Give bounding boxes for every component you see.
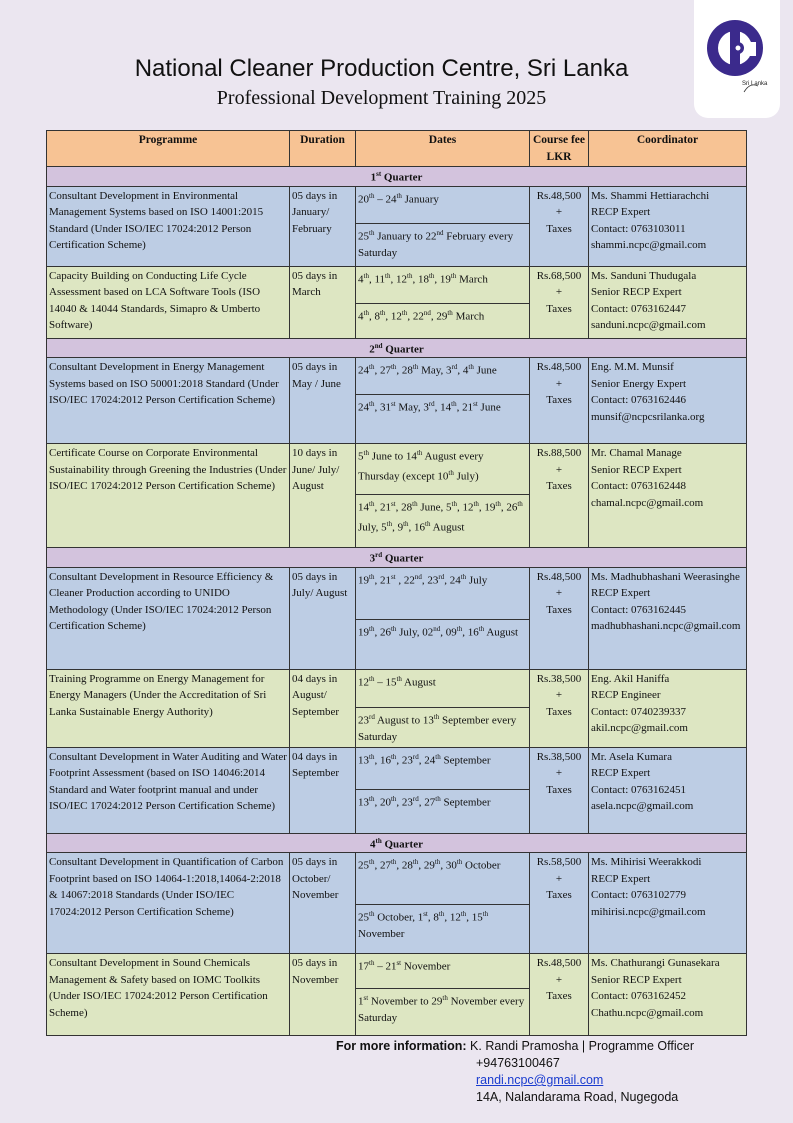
fee-plus: + <box>555 206 563 219</box>
coordinator-email[interactable]: sanduni.ncpc@gmail.com <box>591 319 706 332</box>
fee-cell <box>530 567 589 669</box>
fee-plus: + <box>555 767 563 780</box>
fee-taxes: Taxes <box>546 394 572 407</box>
coordinator-name: Mr. Chamal Manage <box>591 447 682 460</box>
dates-cell <box>356 747 530 833</box>
page-subtitle: Professional Development Training 2025 <box>216 87 547 109</box>
col-header-programme: Programme <box>47 131 290 167</box>
date-option-2: 25th October, 1st, 8th, 12th, 15th November <box>358 910 489 941</box>
training-table <box>46 130 747 1036</box>
coordinator-title: Senior Energy Expert <box>591 377 687 390</box>
date-option-2: 13th, 20th, 23rd, 27th September <box>358 794 491 809</box>
coordinator-title: Senior RECP Expert <box>591 463 682 476</box>
quarter-row <box>47 833 747 853</box>
duration-cell: 05 days in July/ August <box>290 567 356 669</box>
fee-plus: + <box>555 872 563 885</box>
programme-cell: Consultant Development in Quantification of Carbon Footprint based on ISO 14064-1:2018,14064-2:2018 & 14067:2018 Standards (Under ISO/IEC 17024:2012 Person Certification Scheme) <box>47 853 290 954</box>
date-option-2: 25th January to 22nd February every Saturday <box>358 228 514 259</box>
fee-taxes: Taxes <box>546 480 572 493</box>
contact-phone: +94763100467 <box>476 1056 560 1070</box>
fee-amount: Rs.88,500 <box>536 447 582 460</box>
fee-amount: Rs.48,500 <box>536 361 582 374</box>
fee-amount: Rs.58,500 <box>536 856 582 869</box>
programme-cell: Certificate Course on Corporate Environmental Sustainability through Greening the Industries (Under ISO/IEC 17024:2012 Person Certification Scheme) <box>47 444 290 548</box>
duration-cell: 05 days in November <box>290 954 356 1036</box>
coordinator-title: RECP Expert <box>591 767 651 780</box>
date-option-1: 12th – 15th August <box>356 670 529 708</box>
fee-plus: + <box>555 973 563 986</box>
table-row <box>47 444 747 548</box>
coordinator-name: Mr. Asela Kumara <box>591 750 672 763</box>
col-header-coordinator: Coordinator <box>589 131 747 167</box>
quarter-label: 1st Quarter <box>47 167 747 187</box>
date-option-2: 24th, 31st May, 3rd, 14th, 21st June <box>358 400 501 414</box>
quarter-row <box>47 338 747 358</box>
dates-cell <box>356 567 530 669</box>
dates-cell <box>356 186 530 266</box>
coordinator-cell <box>589 266 747 338</box>
quarter-row <box>47 167 747 187</box>
table-body <box>47 167 747 1036</box>
fee-cell <box>530 669 589 747</box>
date-option-2: 14th, 21st, 28th June, 5th, 12th, 19th, 26th July, 5th, 9th, 16th August <box>358 500 523 535</box>
dates-cell <box>356 669 530 747</box>
coordinator-contact: Contact: 0763103011 <box>591 222 686 235</box>
date-option-1: 13th, 16th, 23rd, 24th September <box>356 748 529 790</box>
fee-amount: Rs.48,500 <box>536 189 582 202</box>
programme-cell: Consultant Development in Energy Management Systems based on ISO 50001:2018 Standard (Under ISO/IEC 17024:2012 Person Certification Scheme) <box>47 358 290 444</box>
quarter-label: 4th Quarter <box>47 833 747 853</box>
date-option-1: 24th, 27th, 28th May, 3rd, 4th June <box>356 358 529 395</box>
date-option-1: 20th – 24th January <box>356 187 529 224</box>
table-row <box>47 266 747 338</box>
page-title: National Cleaner Production Centre, Sri Lanka <box>134 55 629 82</box>
coordinator-contact: Contact: 0763162451 <box>591 783 687 796</box>
fee-cell <box>530 444 589 548</box>
date-option-2: 4th, 8th, 12th, 22nd, 29th March <box>358 308 485 323</box>
fee-amount: Rs.38,500 <box>536 750 582 763</box>
coordinator-cell <box>589 954 747 1036</box>
quarter-label: 3rd Quarter <box>47 548 747 568</box>
duration-cell: 05 days in October/ November <box>290 853 356 954</box>
programme-cell: Capacity Building on Conducting Life Cycle Assessment based on LCA Software Tools (ISO 14040 & 14044 Standards, Simapro & Umberto Software) <box>47 266 290 338</box>
quarter-label: 2nd Quarter <box>47 338 747 358</box>
fee-taxes: Taxes <box>546 222 572 235</box>
table-row <box>47 669 747 747</box>
duration-cell: 10 days in June/ July/ August <box>290 444 356 548</box>
coordinator-cell <box>589 567 747 669</box>
date-option-1: 5th June to 14th August every Thursday (except 10th July) <box>356 444 529 495</box>
coordinator-contact: Contact: 0740239337 <box>591 705 687 718</box>
coordinator-cell <box>589 853 747 954</box>
fee-cell <box>530 186 589 266</box>
table-row <box>47 358 747 444</box>
coordinator-contact: Contact: 0763162452 <box>591 990 687 1003</box>
coordinator-title: RECP Expert <box>591 587 651 600</box>
duration-cell: 05 days in March <box>290 266 356 338</box>
coordinator-contact: Contact: 0763162446 <box>591 394 687 407</box>
coordinator-name: Ms. Shammi Hettiarachchi <box>591 189 710 202</box>
coordinator-name: Eng. M.M. Munsif <box>591 361 674 374</box>
col-header-dates: Dates <box>356 131 530 167</box>
coordinator-cell <box>589 186 747 266</box>
dates-cell <box>356 358 530 444</box>
coordinator-title: RECP Expert <box>591 872 651 885</box>
quarter-row <box>47 548 747 568</box>
duration-cell: 05 days in January/ February <box>290 186 356 266</box>
duration-cell: 04 days in September <box>290 747 356 833</box>
contact-label: For more information: <box>336 1039 467 1053</box>
programme-cell: Consultant Development in Sound Chemicals Management & Safety based on IOMC Toolkits (Under ISO/IEC 17024:2012 Person Certification Scheme) <box>47 954 290 1036</box>
coordinator-cell <box>589 444 747 548</box>
programme-cell: Consultant Development in Environmental Management Systems based on ISO 14001:2015 Standard (Under ISO/IEC 17024:2012 Person Certification Scheme) <box>47 186 290 266</box>
table-row <box>47 747 747 833</box>
table-row <box>47 186 747 266</box>
fee-plus: + <box>555 689 563 702</box>
coordinator-name: Ms. Madhubhashani Weerasinghe <box>591 570 740 583</box>
duration-cell: 05 days in May / June <box>290 358 356 444</box>
fee-plus: + <box>555 377 563 390</box>
programme-cell: Consultant Development in Resource Efficiency & Cleaner Production according to UNIDO Methodology (Under ISO/IEC 17024:2012 Person Certification Scheme) <box>47 567 290 669</box>
col-header-fee: Course fee LKR <box>530 131 589 167</box>
fee-cell <box>530 358 589 444</box>
fee-cell <box>530 747 589 833</box>
fee-amount: Rs.38,500 <box>536 672 582 685</box>
coordinator-title: Senior RECP Expert <box>591 286 682 299</box>
coordinator-name: Ms. Sanduni Thudugala <box>591 269 697 282</box>
coordinator-email[interactable]: mihirisi.ncpc@gmail.com <box>591 905 706 918</box>
fee-taxes: Taxes <box>546 302 572 315</box>
contact-info <box>336 1038 756 1106</box>
date-option-1: 19th, 21st , 22nd, 23rd, 24th July <box>356 568 529 620</box>
coordinator-email[interactable]: shammi.ncpc@gmail.com <box>591 239 707 252</box>
duration-cell: 04 days in August/ September <box>290 669 356 747</box>
contact-address: 14A, Nalandarama Road, Nugegoda <box>476 1090 679 1104</box>
coordinator-email[interactable]: madhubhashani.ncpc@gmail.com <box>591 620 741 633</box>
coordinator-contact: Contact: 0763162448 <box>591 480 687 493</box>
coordinator-title: RECP Expert <box>591 206 651 219</box>
date-option-1: 25th, 27th, 28th, 29th, 30th October <box>356 853 529 905</box>
coordinator-cell <box>589 747 747 833</box>
logo-text: Sri Lanka <box>742 81 768 87</box>
coordinator-cell <box>589 669 747 747</box>
programme-cell: Training Programme on Energy Management for Energy Managers (Under the Accreditation of Sri Lanka Sustainable Energy Authority) <box>47 669 290 747</box>
fee-taxes: Taxes <box>546 783 572 796</box>
coordinator-email[interactable]: Chathu.ncpc@gmail.com <box>591 1006 704 1019</box>
coordinator-email[interactable]: akil.ncpc@gmail.com <box>591 722 688 735</box>
fee-cell <box>530 266 589 338</box>
date-option-2: 1st November to 29th November every Saturday <box>358 994 525 1025</box>
coordinator-contact: Contact: 0763162445 <box>591 603 687 616</box>
fee-plus: + <box>555 286 563 299</box>
fee-taxes: Taxes <box>546 705 572 718</box>
table-row <box>47 567 747 669</box>
date-option-1: 4th, 11th, 12th, 18th, 19th March <box>356 267 529 304</box>
coordinator-name: Ms. Chathurangi Gunasekara <box>591 957 720 970</box>
coordinator-contact: Contact: 0763162447 <box>591 302 687 315</box>
dates-cell <box>356 954 530 1036</box>
coordinator-title: RECP Engineer <box>591 689 661 702</box>
table-header-row <box>47 131 747 167</box>
fee-taxes: Taxes <box>546 889 572 902</box>
dates-cell <box>356 444 530 548</box>
coordinator-email[interactable]: chamal.ncpc@gmail.com <box>591 496 704 509</box>
date-option-1: 17th – 21st November <box>356 954 529 989</box>
date-option-2: 23rd August to 13th September every Saturday <box>358 712 517 744</box>
fee-amount: Rs.68,500 <box>536 269 582 282</box>
dates-cell <box>356 853 530 954</box>
col-header-duration: Duration <box>290 131 356 167</box>
coordinator-email[interactable]: asela.ncpc@gmail.com <box>591 800 694 813</box>
fee-plus: + <box>555 587 563 600</box>
coordinator-contact: Contact: 0763102779 <box>591 889 687 902</box>
coordinator-name: Eng. Akil Haniffa <box>591 672 670 685</box>
fee-plus: + <box>555 463 563 476</box>
table-row <box>47 853 747 954</box>
dates-cell <box>356 266 530 338</box>
fee-taxes: Taxes <box>546 990 572 1003</box>
programme-cell: Consultant Development in Water Auditing and Water Footprint Assessment (based on ISO 14046:2014 Standard and Water footprint manual and under ISO/IEC 17024:2012 Person Certification Scheme) <box>47 747 290 833</box>
fee-cell <box>530 954 589 1036</box>
coordinator-email[interactable]: munsif@ncpcsrilanka.org <box>591 410 705 423</box>
date-option-2: 19th, 26th July, 02nd, 09th, 16th August <box>358 624 519 639</box>
coordinator-name: Ms. Mihirisi Weerakkodi <box>591 856 702 869</box>
coordinator-cell <box>589 358 747 444</box>
table-row <box>47 954 747 1036</box>
fee-taxes: Taxes <box>546 603 572 616</box>
fee-cell <box>530 853 589 954</box>
fee-amount: Rs.48,500 <box>536 957 582 970</box>
fee-amount: Rs.48,500 <box>536 570 582 583</box>
contact-name: K. Randi Pramosha | Programme Officer <box>470 1039 694 1053</box>
contact-email-link[interactable]: randi.ncpc@gmail.com <box>476 1073 604 1087</box>
coordinator-title: Senior RECP Expert <box>591 973 682 986</box>
